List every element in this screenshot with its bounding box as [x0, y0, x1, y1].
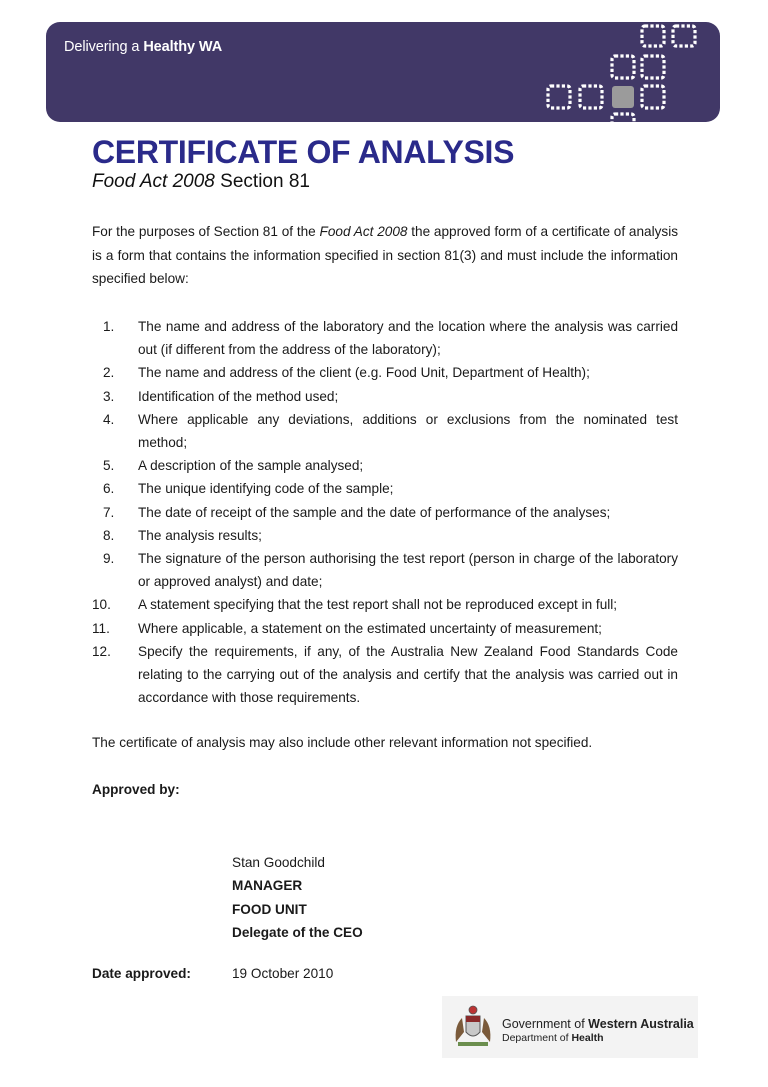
list-item [92, 315, 678, 361]
signatory-block [232, 851, 363, 944]
intro-part1: For the purposes of Section 81 of the [92, 224, 316, 239]
government-name [502, 1017, 694, 1031]
list-item [92, 408, 678, 454]
intro-paragraph [92, 220, 678, 291]
header-banner [46, 22, 720, 122]
approved-by-label: Approved by: [92, 782, 180, 797]
date-approved-value: 19 October 2010 [232, 966, 334, 981]
list-item [92, 501, 678, 524]
list-item-text: The signature of the person authorising the test report (person in charge of the laboratory or approved analyst) and date; [138, 551, 678, 590]
list-item [92, 477, 678, 500]
list-item-text: The name and address of the laboratory and the location where the analysis was carried out (if different from the address of the laboratory); [138, 319, 678, 358]
requirements-list [92, 315, 678, 709]
list-item-number: 5. [103, 458, 115, 474]
signatory-name: Stan Goodchild [232, 855, 325, 870]
dept-bold: Health [571, 1032, 604, 1044]
signatory-title-2: FOOD UNIT [232, 901, 307, 917]
list-item-text: A description of the sample analysed; [138, 458, 364, 474]
list-item [92, 524, 678, 547]
gov-bold: Western Australia [588, 1017, 694, 1031]
list-item [92, 454, 678, 477]
list-item-number: 12. [92, 643, 111, 659]
list-item-number: 2. [103, 365, 115, 381]
page-subtitle [92, 171, 310, 193]
intro-act: Food Act 2008 [319, 224, 408, 239]
coat-of-arms-icon [450, 1002, 496, 1052]
list-item-text: A statement specifying that the test report shall not be reproduced except in full; [138, 597, 618, 613]
list-item-number: 6. [103, 481, 115, 497]
tagline-bold: Healthy WA [143, 39, 223, 55]
list-item [92, 547, 678, 593]
list-item [92, 640, 678, 710]
page-title: CERTIFICATE OF ANALYSIS [92, 134, 515, 170]
list-item-text: Where applicable any deviations, additions or exclusions from the nominated test method; [138, 411, 678, 451]
list-item-number: 11. [92, 620, 110, 636]
list-item-text: The name and address of the client (e.g. Food Unit, Department of Health); [138, 365, 590, 381]
list-item-text: Specify the requirements, if any, of the Australia New Zealand Food Standards Code relating to the carrying out of the analysis and certify that the analysis was carried out in accordance with those requirements. [138, 643, 678, 706]
header-tagline [64, 39, 222, 55]
list-item-number: 9. [103, 551, 115, 567]
list-item-number: 10. [92, 597, 111, 613]
department-name [502, 1032, 604, 1044]
list-item-number: 4. [103, 411, 115, 427]
list-item-number: 8. [103, 527, 115, 543]
signatory-title-1: MANAGER [232, 878, 303, 894]
signatory-title-3: Delegate of the CEO [232, 924, 363, 940]
intro-part2: the approved form of a certificate of analysis is a form that contains the information specified in section 81(3) and must include the information specified below: [92, 224, 679, 286]
list-item-text: The unique identifying code of the sample; [138, 481, 394, 497]
list-item [92, 385, 678, 408]
list-item-number: 1. [103, 319, 115, 334]
list-item-number: 7. [103, 504, 115, 520]
tagline-prefix: Delivering a [64, 39, 140, 55]
list-item-number: 3. [103, 388, 115, 404]
list-item [92, 617, 678, 640]
government-footer-logo [442, 996, 698, 1058]
dept-prefix: Department of [502, 1032, 569, 1044]
list-item-text: The date of receipt of the sample and the date of performance of the analyses; [138, 504, 611, 520]
closing-paragraph: The certificate of analysis may also include other relevant information not specified. [92, 735, 593, 750]
list-item [92, 361, 678, 384]
gov-prefix: Government of [502, 1017, 585, 1031]
list-item-text: Identification of the method used; [138, 388, 339, 404]
list-item-text: Where applicable, a statement on the estimated uncertainty of measurement; [138, 620, 602, 636]
subtitle-act: Food Act 2008 [92, 171, 215, 192]
date-approved-label: Date approved: [92, 966, 191, 981]
list-item-text: The analysis results; [138, 527, 262, 543]
list-item [92, 593, 678, 616]
subtitle-section: Section 81 [220, 171, 310, 192]
health-logo-icon [534, 20, 704, 124]
